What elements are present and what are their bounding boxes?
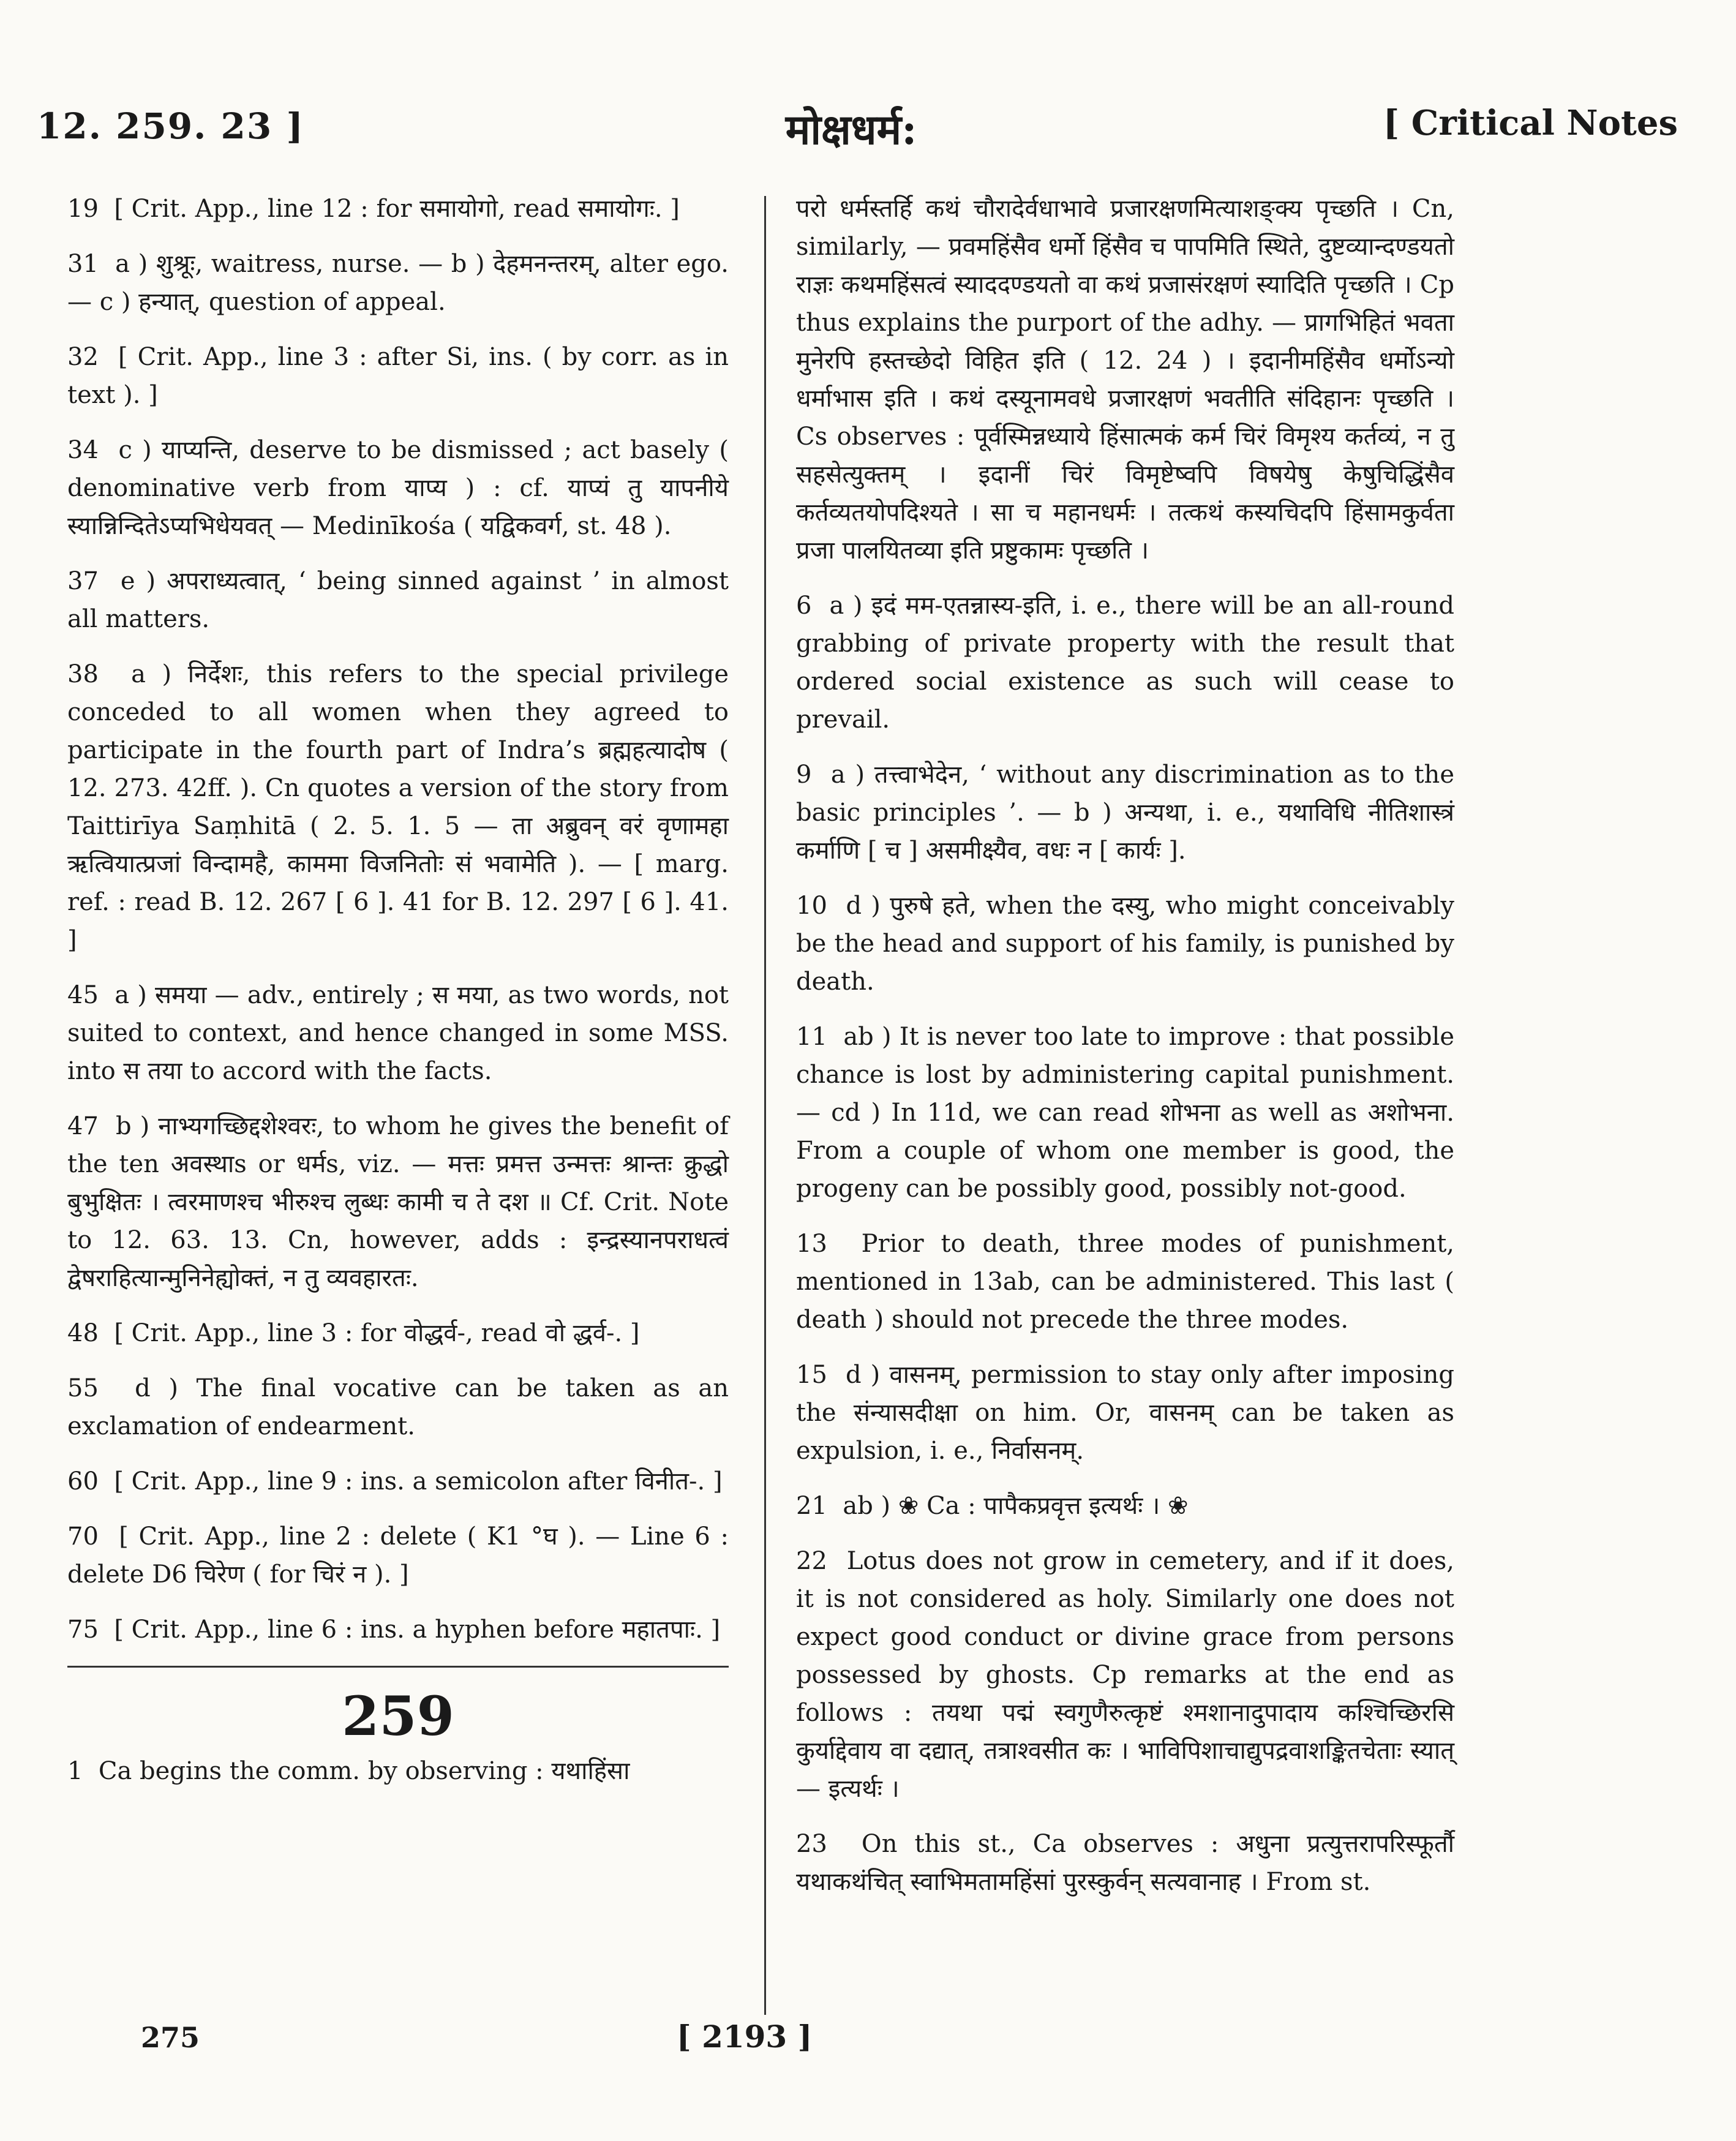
note-55: 55 d ) The final vocative can be taken as an exclamation of endearment. [67, 1374, 729, 1440]
note-9: 9 a ) तत्त्वाभेदेन, ‘ without any discrimination as to the basic principles ’. — b ) अन्यथा, i. e., यथाविधि नीतिशास्त्रं कर्माणि [ च ] असमीक्ष्यैव, वधः न [ कार्यः ]. [796, 761, 1454, 865]
footer-signature: 275 [141, 2021, 200, 2054]
column-divider [764, 196, 766, 2015]
chapter-number: 259 [342, 1684, 454, 1748]
header-verse-reference: 12. 259. 23 ] [37, 105, 304, 147]
note-75: 75 [ Crit. App., line 6 : ins. a hyphen before महातपाः. ] [67, 1616, 721, 1644]
page-header [0, 92, 1736, 165]
note-60: 60 [ Crit. App., line 9 : ins. a semicolon after विनीत-. ] [67, 1467, 723, 1496]
note-10: 10 d ) पुरुषे हते, when the दस्यु, who might conceivably be the head and support of his family, is punished by death. [796, 892, 1454, 996]
chapter-note-continuation: परो धर्मस्तर्हि कथं चौरादेर्वधाभावे प्रजारक्षणमित्याशङ्क्य पृच्छति । Cn, similarly, — प्रवमहिंसैव धर्मो हिंसैव च पापमिति स्थिते, दुष्टव्यान्दण्डयतो राज्ञः कथमहिंसत्वं स्याददण्डयतो वा कथं प्रजासंरक्षणं स्यादिति पृच्छति । Cp thus explains the purport of the adhy. — प्रागभिहितं भवता मुनेरपि हस्तच्छेदो विहित इति ( 12. 24 ) । इदानीमहिंसैव धर्मोऽन्यो धर्माभास इति । कथं दस्यूनामवधे प्रजारक्षणं भवतीति संदिहानः पृच्छति । Cs observes : पूर्वस्मिन्नध्याये हिंसात्मकं कर्म चिरं विमृश्य कर्तव्यं, न तु सहसेत्युक्तम् । इदानीं चिरं विमृष्टेष्वपि विषयेषु केषुचिद्धिंसैव कर्तव्यतयोपदिश्यते । सा च महानधर्मः । तत्कथं कस्यचिदपि हिंसामकुर्वता प्रजा पालयितव्या इति प्रष्टुकामः पृच्छति । [796, 195, 1454, 565]
note-6: 6 a ) इदं मम-एतन्नास्य-इति, i. e., there will be an all-round grabbing of private property with the result that ordered social existence as such will cease to prevail. [796, 592, 1454, 734]
note-37: 37 e ) अपराध्यत्वात्, ‘ being sinned against ’ in almost all matters. [67, 567, 729, 633]
header-section-title: [ Critical Notes [1383, 103, 1678, 143]
note-38: 38 a ) निर्देशः, this refers to the special privilege conceded to all women when they agreed to participate in the fourth part of Indra’s ब्रह्महत्यादोष ( 12. 273. 42ff. ). Cn quotes a version of the story from Taittirīya Saṃhitā ( 2. 5. 1. 5 — ता अब्रुवन् वरं वृणामहा ऋत्वियात्प्रजां विन्दामहै, काममा विजनितोः सं भवामेति ). — [ marg. ref. : read B. 12. 267 [ 6 ]. 41 for B. 12. 297 [ 6 ]. 41. ] [67, 660, 729, 954]
page-number: [ 2193 ] [677, 2019, 813, 2055]
note-11: 11 ab ) It is never too late to improve : that possible chance is lost by administering capital punishment. — cd ) In 11d, we can read शोभना as well as अशोभना. From a couple of whom one member is good, the progeny can be possibly good, possibly not-good. [796, 1023, 1454, 1203]
header-book-title: मोक्षधर्म: [785, 105, 917, 154]
note-23: 23 On this st., Ca observes : अधुना प्रत्युत्तरापरिस्फूर्तौ यथाकथंचित् स्वाभिमतामहिंसां पुरस्कुर्वन् सत्यवानाह । From st. [796, 1830, 1454, 1896]
note-15: 15 d ) वासनम्, permission to stay only after imposing the संन्यासदीक्षा on him. Or, वासनम् can be taken as expulsion, i. e., निर्वासनम्. [796, 1361, 1454, 1465]
note-45: 45 a ) समया — adv., entirely ; स मया, as two words, not suited to context, and hence changed in some MSS. into स तया to accord with the facts. [67, 981, 729, 1085]
note-70: 70 [ Crit. App., line 2 : delete ( K1 °घ ). — Line 6 : delete D6 चिरेण ( for चिरं न ). ] [67, 1522, 729, 1589]
note-13: 13 Prior to death, three modes of punishment, mentioned in 13ab, can be administered. This last ( death ) should not precede the three modes. [796, 1230, 1454, 1334]
chapter-rule [67, 1666, 729, 1668]
chapter-note-1: 1 Ca begins the comm. by observing : यथाहिंसा [67, 1757, 630, 1785]
left-column [67, 190, 729, 1807]
note-48: 48 [ Crit. App., line 3 : for वोद्धर्व-, read वो द्धर्व-. ] [67, 1319, 640, 1347]
note-32: 32 [ Crit. App., line 3 : after Si, ins. ( by corr. as in text ). ] [67, 343, 729, 409]
note-22: 22 Lotus does not grow in cemetery, and if it does, it is not considered as holy. Similarly one does not expect good conduct or divine grace from persons possessed by ghosts. Cp remarks at the end as follows : तयथा पद्मं स्वगुणैरुत्कृष्टं श्मशानादुपादाय कश्चिच्छिरसि कुर्याद्देवाय वा दद्यात्, तत्राश्वसीत कः । भाविपिशाचाद्युपद्रवाशङ्कितचेताः स्यात् — इत्यर्थः । [796, 1547, 1454, 1803]
page-footer [0, 2015, 1736, 2070]
note-21: 21 ab ) ❀ Ca : पापैकप्रवृत्त इत्यर्थः । ❀ [796, 1492, 1189, 1520]
note-34: 34 c ) याप्यन्ति, deserve to be dismissed ; act basely ( denominative verb from याप्य ) : cf. याप्यं तु यापनीये स्यान्निन्दितेऽप्यभिधेयवत् — Medinīkośa ( यद्विकवर्ग, st. 48 ). [67, 436, 729, 540]
right-column [796, 190, 1454, 1918]
note-47: 47 b ) नाभ्यगच्छिद्दशेश्वरः, to whom he gives the benefit of the ten अवस्थाs or धर्मs, viz. — मत्तः प्रमत्त उन्मत्तः श्रान्तः क्रुद्धो बुभुक्षितः । त्वरमाणश्च भीरुश्च लुब्धः कामी च ते दश ॥ Cf. Crit. Note to 12. 63. 13. Cn, however, adds : इन्द्रस्यानपराधत्वं द्वेषराहित्यान्मुनिनेह्योक्तं, न तु व्यवहारतः. [67, 1112, 729, 1292]
note-31: 31 a ) शुश्रूः, waitress, nurse. — b ) देहमनन्तरम्, alter ego. — c ) हन्यात्, question of appeal. [67, 250, 729, 316]
note-19: 19 [ Crit. App., line 12 : for समायोगो, read समायोगः. ] [67, 195, 680, 223]
